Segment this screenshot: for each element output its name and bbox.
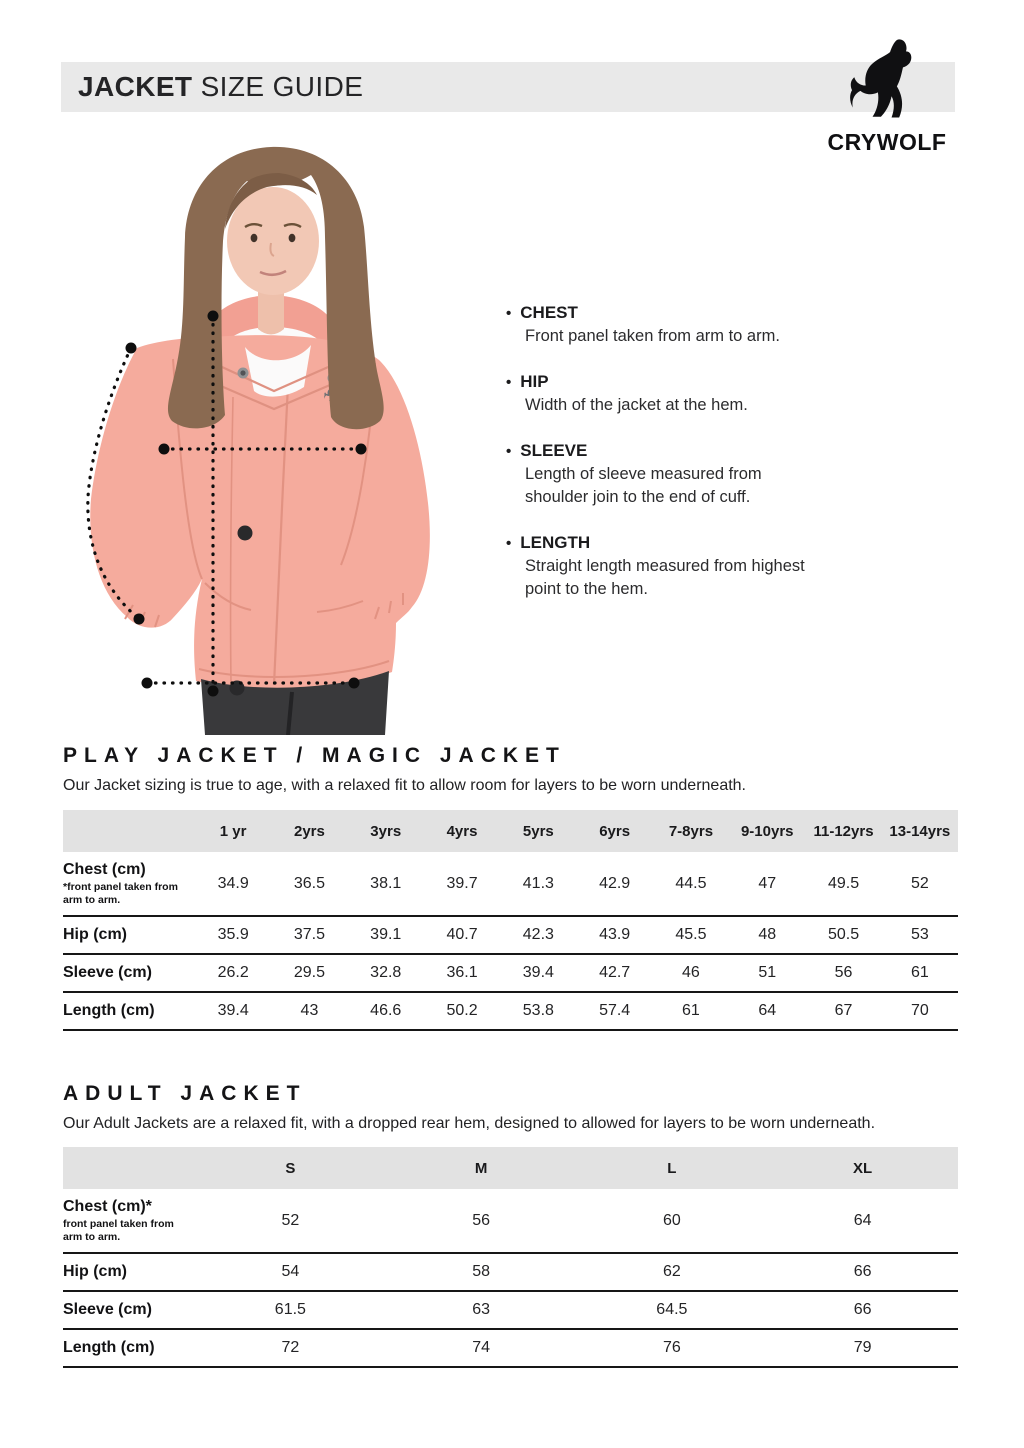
size-value: 60 xyxy=(662,1211,681,1229)
size-column-header: S xyxy=(195,1147,386,1189)
row-label: Hip (cm) xyxy=(63,1263,127,1280)
measurement-description: Width of the jacket at the hem. xyxy=(525,396,748,414)
measurement-row xyxy=(63,1253,958,1291)
measurement-term-row xyxy=(506,531,806,555)
size-value: 76 xyxy=(662,1339,681,1356)
size-value: 64 xyxy=(758,1002,777,1019)
size-value: 66 xyxy=(853,1301,872,1318)
measurement-row xyxy=(63,1291,958,1329)
play-section-subtitle: Our Jacket sizing is true to age, with a relaxed fit to allow room for layers to be worn underneath. xyxy=(63,777,746,794)
adult-size-table xyxy=(63,1147,958,1368)
size-value: 42.3 xyxy=(522,926,554,943)
bullet-icon: • xyxy=(506,374,512,391)
size-value: 43 xyxy=(300,1002,319,1019)
size-value: 36.5 xyxy=(293,874,326,892)
brand-name: CRYWOLF xyxy=(827,129,947,155)
measurement-row xyxy=(63,916,958,954)
size-value: 50.5 xyxy=(827,926,860,943)
size-value: 70 xyxy=(910,1002,929,1019)
row-footnote: *front panel taken from arm to arm. xyxy=(63,881,178,906)
size-value: 49.5 xyxy=(827,874,860,892)
size-value: 40.7 xyxy=(446,926,478,943)
size-value: 58 xyxy=(472,1263,491,1280)
model-photo-illustration xyxy=(75,145,495,735)
measurement-description: Length of sleeve measured from shoulder join to the end of cuff. xyxy=(525,465,762,506)
brand-logo xyxy=(818,34,956,156)
measurement-definitions xyxy=(506,301,806,623)
measurement-item xyxy=(506,370,806,417)
size-value: 63 xyxy=(472,1301,491,1318)
face xyxy=(227,187,319,295)
size-column-header: 3yrs xyxy=(348,810,424,852)
size-value: 61 xyxy=(682,1002,700,1019)
measurement-term: SLEEVE xyxy=(520,441,588,460)
size-value: 51 xyxy=(758,964,777,981)
bullet-icon: • xyxy=(506,443,512,460)
size-value: 79 xyxy=(853,1339,872,1356)
size-value: 34.9 xyxy=(217,874,249,892)
play-section-heading: PLAY JACKET / MAGIC JACKET xyxy=(63,744,566,767)
page-title-bold: JACKET xyxy=(78,71,193,102)
play-size-table xyxy=(63,810,958,1031)
size-value: 64.5 xyxy=(656,1301,688,1318)
measurement-row xyxy=(63,852,958,916)
measurement-term-row xyxy=(506,439,806,463)
size-value: 35.9 xyxy=(217,926,249,943)
measurement-term-row xyxy=(506,301,806,325)
measurement-term: CHEST xyxy=(520,303,578,322)
size-value: 61.5 xyxy=(274,1301,306,1318)
measurement-term: LENGTH xyxy=(520,533,591,552)
size-value: 29.5 xyxy=(293,964,326,981)
size-value: 26.2 xyxy=(217,964,249,981)
row-label: Chest (cm) *front panel taken from arm to arm. xyxy=(63,852,195,916)
size-value: 39.4 xyxy=(522,964,554,981)
size-value: 53.8 xyxy=(522,1002,554,1019)
size-value: 50.2 xyxy=(446,1002,478,1019)
row-label: Sleeve (cm) xyxy=(63,964,152,981)
size-value: 64 xyxy=(853,1211,872,1229)
row-label: Length (cm) xyxy=(63,1339,155,1356)
measurement-term-row xyxy=(506,370,806,394)
measurement-description: Straight length measured from highest point to the hem. xyxy=(525,557,805,598)
bullet-icon: • xyxy=(506,535,512,552)
size-value: 32.8 xyxy=(370,964,402,981)
size-header-row xyxy=(63,1147,958,1189)
row-label: Chest (cm)* front panel taken from arm to arm. xyxy=(63,1189,195,1253)
size-value: 56 xyxy=(472,1211,491,1229)
measurement-item xyxy=(506,439,806,509)
size-value: 41.3 xyxy=(522,874,554,892)
size-value: 67 xyxy=(834,1002,853,1019)
size-value: 47 xyxy=(758,874,777,892)
size-header-row xyxy=(63,810,958,852)
size-column-header: 9-10yrs xyxy=(729,810,805,852)
size-column-header: 11-12yrs xyxy=(805,810,881,852)
size-value: 38.1 xyxy=(370,874,402,892)
measurement-term: HIP xyxy=(520,372,549,391)
size-value: 42.7 xyxy=(599,964,631,981)
size-column-header: M xyxy=(386,1147,577,1189)
size-value: 46 xyxy=(682,964,700,981)
size-column-header: 6yrs xyxy=(576,810,652,852)
size-column-header: 1 yr xyxy=(195,810,271,852)
size-value: 42.9 xyxy=(599,874,631,892)
size-value: 36.1 xyxy=(446,964,478,981)
size-column-header: 4yrs xyxy=(424,810,500,852)
size-column-header: 7-8yrs xyxy=(653,810,729,852)
size-column-header: 13-14yrs xyxy=(882,810,958,852)
wolf-logo-icon xyxy=(849,34,925,128)
measurement-row xyxy=(63,992,958,1030)
adult-section-heading: ADULT JACKET xyxy=(63,1082,307,1105)
size-column-header: 2yrs xyxy=(271,810,347,852)
measurement-row xyxy=(63,954,958,992)
size-value: 53 xyxy=(910,926,929,943)
size-column-header: 5yrs xyxy=(500,810,576,852)
page-title-regular: SIZE GUIDE xyxy=(192,71,364,102)
size-column-header: L xyxy=(577,1147,768,1189)
page-title xyxy=(78,62,363,112)
size-value: 56 xyxy=(834,964,853,981)
size-value: 45.5 xyxy=(675,926,707,943)
adult-section-subtitle: Our Adult Jackets are a relaxed fit, with a dropped rear hem, designed to allowed for layers to be worn underneath. xyxy=(63,1115,876,1132)
row-label: Sleeve (cm) xyxy=(63,1301,152,1318)
size-value: 43.9 xyxy=(599,926,631,943)
bullet-icon: • xyxy=(506,305,512,322)
size-value: 48 xyxy=(758,926,777,943)
row-footnote: front panel taken from arm to arm. xyxy=(63,1218,174,1243)
size-value: 37.5 xyxy=(293,926,326,943)
size-value: 66 xyxy=(853,1263,872,1280)
size-value: 62 xyxy=(662,1263,681,1280)
size-value: 61 xyxy=(910,964,929,981)
size-value: 46.6 xyxy=(370,1002,402,1019)
row-label: Length (cm) xyxy=(63,1002,155,1019)
measurement-row xyxy=(63,1189,958,1253)
measurement-row xyxy=(63,1329,958,1367)
row-label: Hip (cm) xyxy=(63,926,127,943)
size-value: 54 xyxy=(281,1263,300,1280)
measurement-item xyxy=(506,531,806,601)
corner-cell xyxy=(63,810,195,852)
size-value: 39.1 xyxy=(370,926,402,943)
size-value: 39.4 xyxy=(217,1002,249,1019)
size-value: 39.7 xyxy=(446,874,478,892)
corner-cell xyxy=(63,1147,195,1189)
size-value: 72 xyxy=(281,1339,300,1356)
size-value: 57.4 xyxy=(599,1002,631,1019)
size-column-header: XL xyxy=(767,1147,958,1189)
size-value: 44.5 xyxy=(675,874,707,892)
size-value: 52 xyxy=(281,1211,300,1229)
measurement-item xyxy=(506,301,806,348)
size-value: 52 xyxy=(910,874,929,892)
size-value: 74 xyxy=(472,1339,491,1356)
measurement-description: Front panel taken from arm to arm. xyxy=(525,327,780,345)
